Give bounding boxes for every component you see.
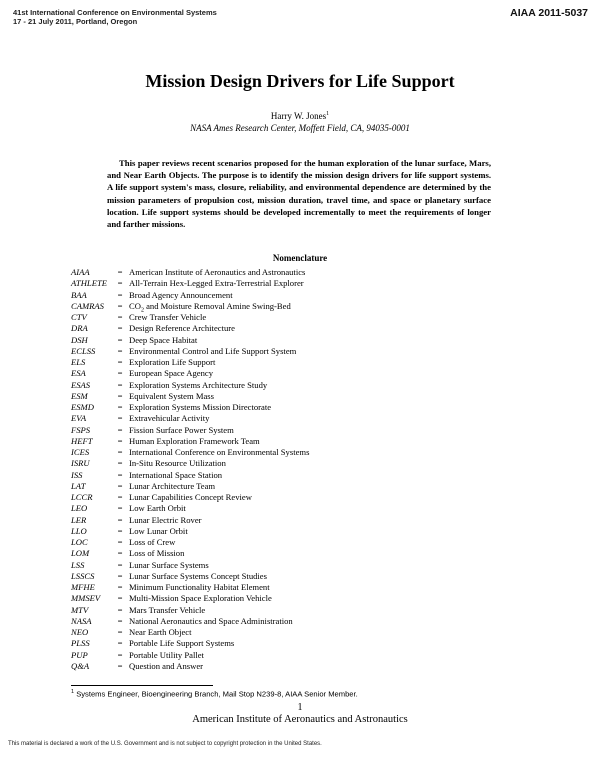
nomenclature-definition: Lunar Architecture Team: [129, 480, 216, 491]
nomenclature-abbr: ISRU: [71, 458, 90, 469]
nomenclature-definition: Mars Transfer Vehicle: [129, 604, 206, 615]
copyright-disclaimer: This material is declared a work of the U.S. Government and is not subject to copyright protection in the United States.: [8, 741, 322, 747]
nomenclature-abbr: LOC: [71, 537, 88, 547]
nomenclature-equals: =: [117, 323, 123, 334]
nomenclature-row: [71, 593, 309, 604]
nomenclature-abbr: ESAS: [71, 379, 91, 390]
nomenclature-heading: Nomenclature: [272, 253, 328, 263]
nomenclature-row: [71, 402, 309, 413]
nomenclature-equals: =: [117, 289, 123, 300]
nomenclature-abbr: ECLSS: [71, 345, 96, 356]
paper-id: AIAA 2011-5037: [510, 7, 588, 19]
nomenclature-equals: =: [117, 300, 123, 311]
nomenclature-definition: European Space Agency: [129, 368, 213, 379]
nomenclature-abbr: CAMRAS: [71, 300, 104, 311]
nomenclature-definition: American Institute of Aeronautics and Astronautics: [129, 267, 306, 277]
nomenclature-row: [71, 548, 309, 559]
nomenclature-equals: =: [117, 402, 123, 412]
nomenclature-abbr: ESMD: [71, 402, 94, 412]
nomenclature-equals: =: [117, 514, 123, 525]
nomenclature-definition: Design Reference Architecture: [129, 323, 235, 334]
nomenclature-equals: =: [117, 334, 123, 345]
nomenclature-equals: =: [117, 469, 123, 480]
nomenclature-abbr: ISS: [71, 469, 83, 480]
nomenclature-row: [71, 436, 309, 447]
nomenclature-abbr: CTV: [71, 312, 87, 322]
nomenclature-row: [71, 290, 309, 301]
nomenclature-abbr: HEFT: [71, 435, 93, 446]
nomenclature-equals: =: [117, 312, 123, 322]
nomenclature-equals: =: [117, 424, 123, 435]
author-line: [0, 111, 600, 121]
nomenclature-row: [71, 346, 309, 357]
nomenclature-definition: Low Earth Orbit: [129, 503, 186, 514]
nomenclature-abbr: LAT: [71, 480, 86, 491]
nomenclature-row: [71, 526, 309, 537]
affiliation: NASA Ames Research Center, Moffett Field, CA, 94035-0001: [190, 123, 410, 133]
nomenclature-equals: =: [117, 278, 123, 289]
nomenclature-row: [71, 492, 309, 503]
nomenclature-row: [71, 380, 309, 391]
footnote-text: Systems Engineer, Bioengineering Branch, Mail Stop N239-8, AIAA Senior Member.: [76, 689, 358, 699]
nomenclature-equals: =: [117, 582, 123, 592]
conference-name: 41st International Conference on Environmental Systems: [13, 8, 217, 17]
nomenclature-definition: Near Earth Object: [129, 627, 192, 637]
nomenclature-equals: =: [117, 267, 123, 277]
nomenclature-row: [71, 323, 309, 334]
nomenclature-equals: =: [117, 447, 123, 457]
nomenclature-definition: Lunar Capabilities Concept Review: [129, 492, 252, 502]
nomenclature-abbr: DRA: [71, 323, 88, 334]
nomenclature-abbr: MMSEV: [71, 593, 101, 604]
nomenclature-equals: =: [117, 458, 123, 469]
nomenclature-abbr: ATHLETE: [71, 278, 107, 289]
nomenclature-row: [71, 503, 309, 514]
nomenclature-abbr: LLO: [71, 525, 87, 536]
nomenclature-row: [71, 425, 309, 436]
abstract: This paper reviews recent scenarios proposed for the human exploration of the lunar surface, Mars, and Near Earth Objects. The purpose is to identify the mission design drivers for life support systems. A life support system's mass, closure, reliability, and environmental dependence are determined by the mission parameters of propulsion cost, mission duration, travel time, and space or planetary surface location. Life support systems should be developed incrementally to meet the requirements of longer and farther missions.: [107, 158, 491, 230]
nomenclature-equals: =: [117, 480, 123, 491]
nomenclature-definition: Human Exploration Framework Team: [129, 435, 260, 446]
nomenclature-list: [71, 267, 309, 672]
nomenclature-equals: =: [117, 593, 123, 604]
nomenclature-abbr: Q&A: [71, 660, 90, 671]
nomenclature-definition: Deep Space Habitat: [129, 334, 198, 345]
nomenclature-abbr: LER: [71, 514, 87, 525]
nomenclature-row: [71, 458, 309, 469]
nomenclature-row: [71, 661, 309, 672]
nomenclature-row: [71, 278, 309, 289]
nomenclature-row: [71, 357, 309, 368]
nomenclature-definition: Environmental Control and Life Support System: [129, 345, 297, 356]
nomenclature-definition: Equivalent System Mass: [129, 390, 214, 401]
nomenclature-equals: =: [117, 413, 123, 424]
nomenclature-abbr: NEO: [71, 627, 89, 637]
nomenclature-equals: =: [117, 570, 123, 581]
nomenclature-definition: Exploration Systems Mission Directorate: [129, 402, 272, 412]
nomenclature-definition: International Conference on Environmental Systems: [129, 447, 310, 457]
nomenclature-abbr: PLSS: [71, 638, 90, 649]
nomenclature-row: [71, 447, 309, 458]
nomenclature-row: [71, 470, 309, 481]
nomenclature-definition: Loss of Crew: [129, 537, 176, 547]
nomenclature-definition: Portable Utility Pallet: [129, 649, 204, 660]
conference-date-location: 17 - 21 July 2011, Portland, Oregon: [13, 17, 138, 26]
nomenclature-row: [71, 650, 309, 661]
nomenclature-equals: =: [117, 503, 123, 514]
nomenclature-row: [71, 515, 309, 526]
nomenclature-equals: =: [117, 615, 123, 626]
nomenclature-row: [71, 605, 309, 616]
nomenclature-definition: Broad Agency Announcement: [129, 289, 233, 300]
nomenclature-definition: Lunar Surface Systems: [129, 559, 209, 570]
nomenclature-row: [71, 267, 309, 278]
nomenclature-definition: Lunar Surface Systems Concept Studies: [129, 570, 267, 581]
nomenclature-abbr: ELS: [71, 357, 86, 367]
nomenclature-abbr: LOM: [71, 548, 90, 559]
author-footnote-mark: 1: [326, 111, 330, 117]
nomenclature-abbr: LSSCS: [71, 570, 95, 581]
nomenclature-row: [71, 312, 309, 323]
nomenclature-row: [71, 413, 309, 424]
nomenclature-abbr: ESA: [71, 368, 86, 379]
footer-organization: American Institute of Aeronautics and Astronautics: [192, 714, 408, 725]
page-number: 1: [297, 702, 303, 713]
nomenclature-row: [71, 560, 309, 571]
footnote-divider: [71, 685, 213, 686]
nomenclature-equals: =: [117, 435, 123, 446]
nomenclature-equals: =: [117, 627, 123, 637]
nomenclature-abbr: ESM: [71, 390, 88, 401]
nomenclature-definition: National Aeronautics and Space Administration: [129, 615, 293, 626]
nomenclature-row: [71, 582, 309, 593]
nomenclature-abbr: LSS: [71, 559, 85, 570]
nomenclature-equals: =: [117, 660, 123, 671]
nomenclature-equals: =: [117, 559, 123, 570]
nomenclature-row: [71, 638, 309, 649]
nomenclature-row: [71, 301, 309, 312]
nomenclature-equals: =: [117, 357, 123, 367]
author-name: Harry W. Jones: [270, 111, 327, 121]
nomenclature-abbr: FSPS: [71, 424, 91, 435]
nomenclature-definition: Fission Surface Power System: [129, 424, 234, 435]
paper-title: Mission Design Drivers for Life Support: [145, 71, 455, 91]
nomenclature-definition: Loss of Mission: [129, 548, 185, 559]
nomenclature-row: [71, 537, 309, 548]
nomenclature-abbr: BAA: [71, 289, 87, 300]
nomenclature-definition: Portable Life Support Systems: [129, 638, 235, 649]
nomenclature-equals: =: [117, 537, 123, 547]
footnote-mark: 1: [71, 689, 75, 695]
nomenclature-equals: =: [117, 649, 123, 660]
nomenclature-equals: =: [117, 638, 123, 649]
nomenclature-definition: Crew Transfer Vehicle: [129, 312, 207, 322]
nomenclature-abbr: NASA: [71, 615, 92, 626]
nomenclature-equals: =: [117, 368, 123, 379]
nomenclature-abbr: LEO: [71, 503, 88, 514]
nomenclature-definition: International Space Station: [129, 469, 223, 480]
nomenclature-row: [71, 571, 309, 582]
nomenclature-equals: =: [117, 548, 123, 559]
nomenclature-abbr: DSH: [71, 334, 88, 345]
nomenclature-row: [71, 391, 309, 402]
nomenclature-abbr: MTV: [71, 604, 89, 615]
nomenclature-definition: Exploration Life Support: [129, 357, 216, 367]
nomenclature-definition: Minimum Functionality Habitat Element: [129, 582, 270, 592]
nomenclature-abbr: LCCR: [71, 492, 93, 502]
nomenclature-definition: Extravehicular Activity: [129, 413, 210, 424]
nomenclature-definition: In-Situ Resource Utilization: [129, 458, 226, 469]
nomenclature-abbr: ICES: [71, 447, 90, 457]
nomenclature-equals: =: [117, 390, 123, 401]
footnote: [71, 689, 358, 699]
nomenclature-definition: Multi-Mission Space Exploration Vehicle: [129, 593, 272, 604]
nomenclature-equals: =: [117, 345, 123, 356]
nomenclature-definition: Low Lunar Orbit: [129, 525, 188, 536]
nomenclature-row: [71, 616, 309, 627]
nomenclature-abbr: EVA: [71, 413, 87, 424]
nomenclature-definition: All-Terrain Hex-Legged Extra-Terrestrial Explorer: [129, 278, 304, 289]
nomenclature-row: [71, 481, 309, 492]
nomenclature-row: [71, 335, 309, 346]
nomenclature-definition: $CO_2$ and Moisture Removal Amine Swing-Bed: [129, 300, 291, 314]
nomenclature-equals: =: [117, 604, 123, 615]
nomenclature-row: [71, 368, 309, 379]
nomenclature-abbr: PUP: [71, 649, 88, 660]
nomenclature-abbr: AIAA: [71, 267, 90, 277]
nomenclature-row: [71, 627, 309, 638]
nomenclature-equals: =: [117, 492, 123, 502]
nomenclature-equals: =: [117, 379, 123, 390]
nomenclature-equals: =: [117, 525, 123, 536]
nomenclature-definition: Exploration Systems Architecture Study: [129, 379, 268, 390]
conference-header: [13, 8, 217, 26]
nomenclature-abbr: MFHE: [71, 582, 95, 592]
nomenclature-definition: Question and Answer: [129, 660, 203, 671]
nomenclature-definition: Lunar Electric Rover: [129, 514, 202, 525]
